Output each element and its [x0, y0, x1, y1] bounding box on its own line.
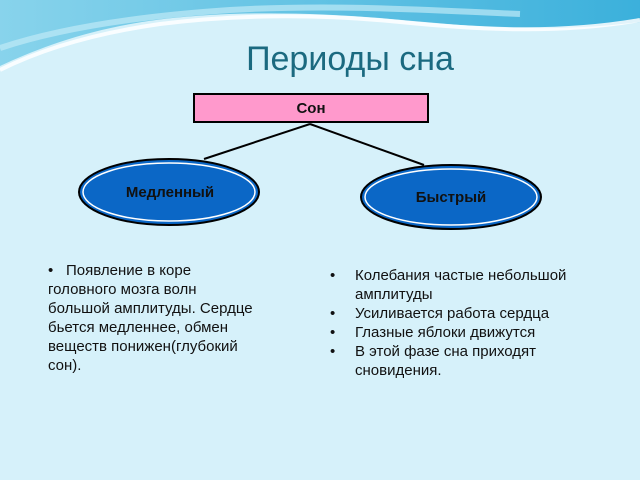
node-fast-sleep: [360, 164, 542, 230]
connector-line-fast: [310, 124, 424, 165]
bullet-marker: •: [330, 305, 336, 322]
list-item-text: Глазные яблоки движутся: [355, 324, 536, 341]
bullet-marker: •: [48, 262, 54, 279]
slow-sleep-text: Появление в коре головного мозга волн большой амплитуды. Сердце бьется медленнее, обмен веществ понижен(глубокий сон).: [48, 262, 253, 374]
bullet-marker: •: [330, 267, 336, 284]
connector-line-slow: [204, 124, 310, 159]
root-node-label: Сон: [296, 99, 326, 117]
list-item: [330, 266, 620, 304]
list-item: [330, 342, 620, 380]
list-item-text: Усиливается работа сердца: [355, 305, 550, 322]
slide-title: Периоды сна: [246, 40, 454, 78]
node-slow-sleep: [78, 158, 262, 226]
bullet-marker: •: [330, 324, 336, 341]
node-slow-label: Медленный: [125, 183, 215, 201]
list-item: [330, 304, 620, 323]
bullet-marker: •: [330, 343, 336, 360]
slow-sleep-description: [48, 261, 258, 375]
list-item-text: Колебания частые небольшой амплитуды: [355, 267, 567, 303]
root-node-sleep: [193, 93, 429, 123]
list-item: [330, 323, 620, 342]
list-item-text: В этой фазе сна приходят сновидения.: [355, 343, 537, 379]
node-fast-label: Быстрый: [415, 188, 487, 206]
fast-sleep-list: [330, 266, 620, 380]
